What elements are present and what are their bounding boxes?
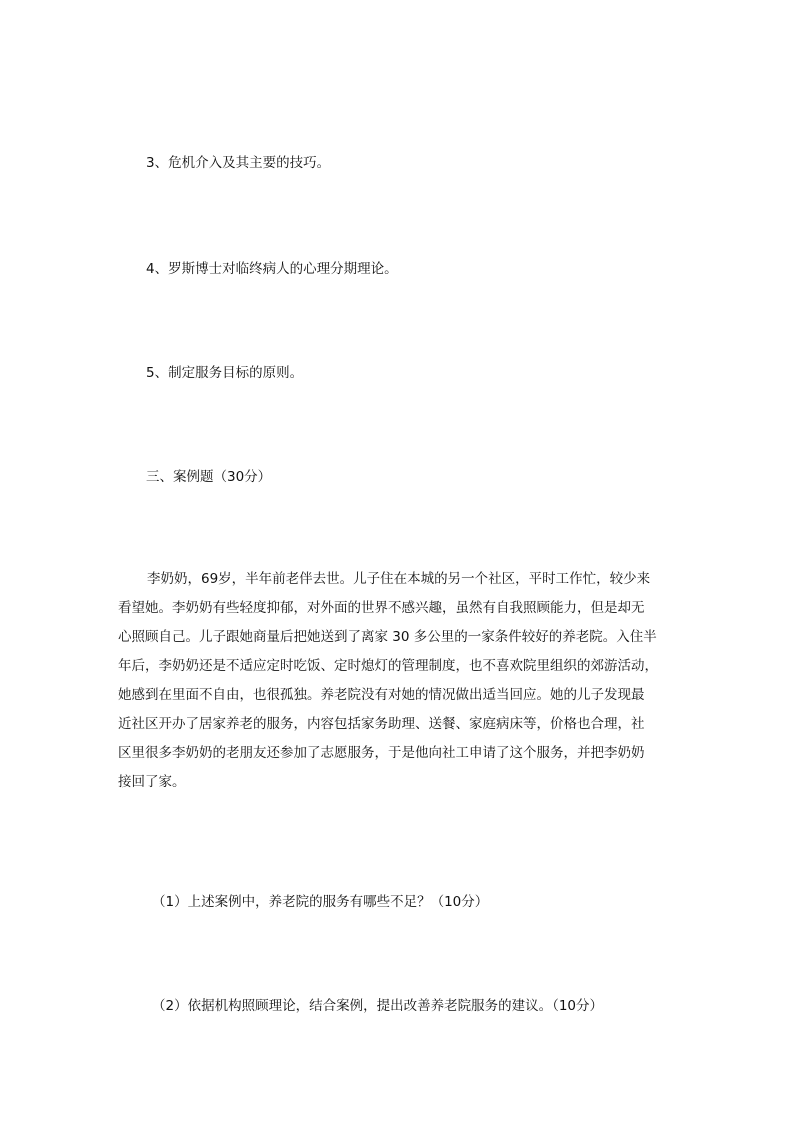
case-line: 年后，李奶奶还是不适应定时吃饭、定时熄灯的管理制度，也不喜欢院里组织的郊游活动， (118, 658, 658, 674)
case-line: 她感到在里面不自由，也很孤独。养老院没有对她的情况做出适当回应。她的儿子发现最 (118, 687, 645, 703)
section-heading-case-study: 三、案例题（30分） (146, 469, 272, 485)
subquestion-2: （2）依据机构照顾理论，结合案例，提出改善养老院服务的建议。（10分） (152, 998, 604, 1014)
question-5: 5、制定服务目标的原则。 (146, 365, 304, 381)
case-line: 李奶奶，69岁，半年前老伴去世。儿子住在本城的另一个社区，平时工作忙，较少来 (147, 571, 651, 587)
case-line: 区里很多李奶奶的老朋友还参加了志愿服务，于是他向社工申请了这个服务，并把李奶奶 (118, 745, 645, 761)
case-line: 近社区开办了居家养老的服务，内容包括家务助理、送餐、家庭病床等，价格也合理，社 (118, 716, 645, 732)
case-line: 看望她。李奶奶有些轻度抑郁，对外面的世界不感兴趣，虽然有自我照顾能力，但是却无 (118, 600, 645, 616)
question-4: 4、罗斯博士对临终病人的心理分期理论。 (146, 261, 398, 277)
case-line: 心照顾自己。儿子跟她商量后把她送到了离家 30 多公里的一家条件较好的养老院。入住半 (118, 629, 657, 645)
case-line: 接回了家。 (118, 774, 186, 790)
question-3: 3、危机介入及其主要的技巧。 (146, 155, 331, 171)
subquestion-1: （1）上述案例中，养老院的服务有哪些不足？（10分） (152, 894, 489, 910)
case-paragraph (118, 565, 678, 797)
